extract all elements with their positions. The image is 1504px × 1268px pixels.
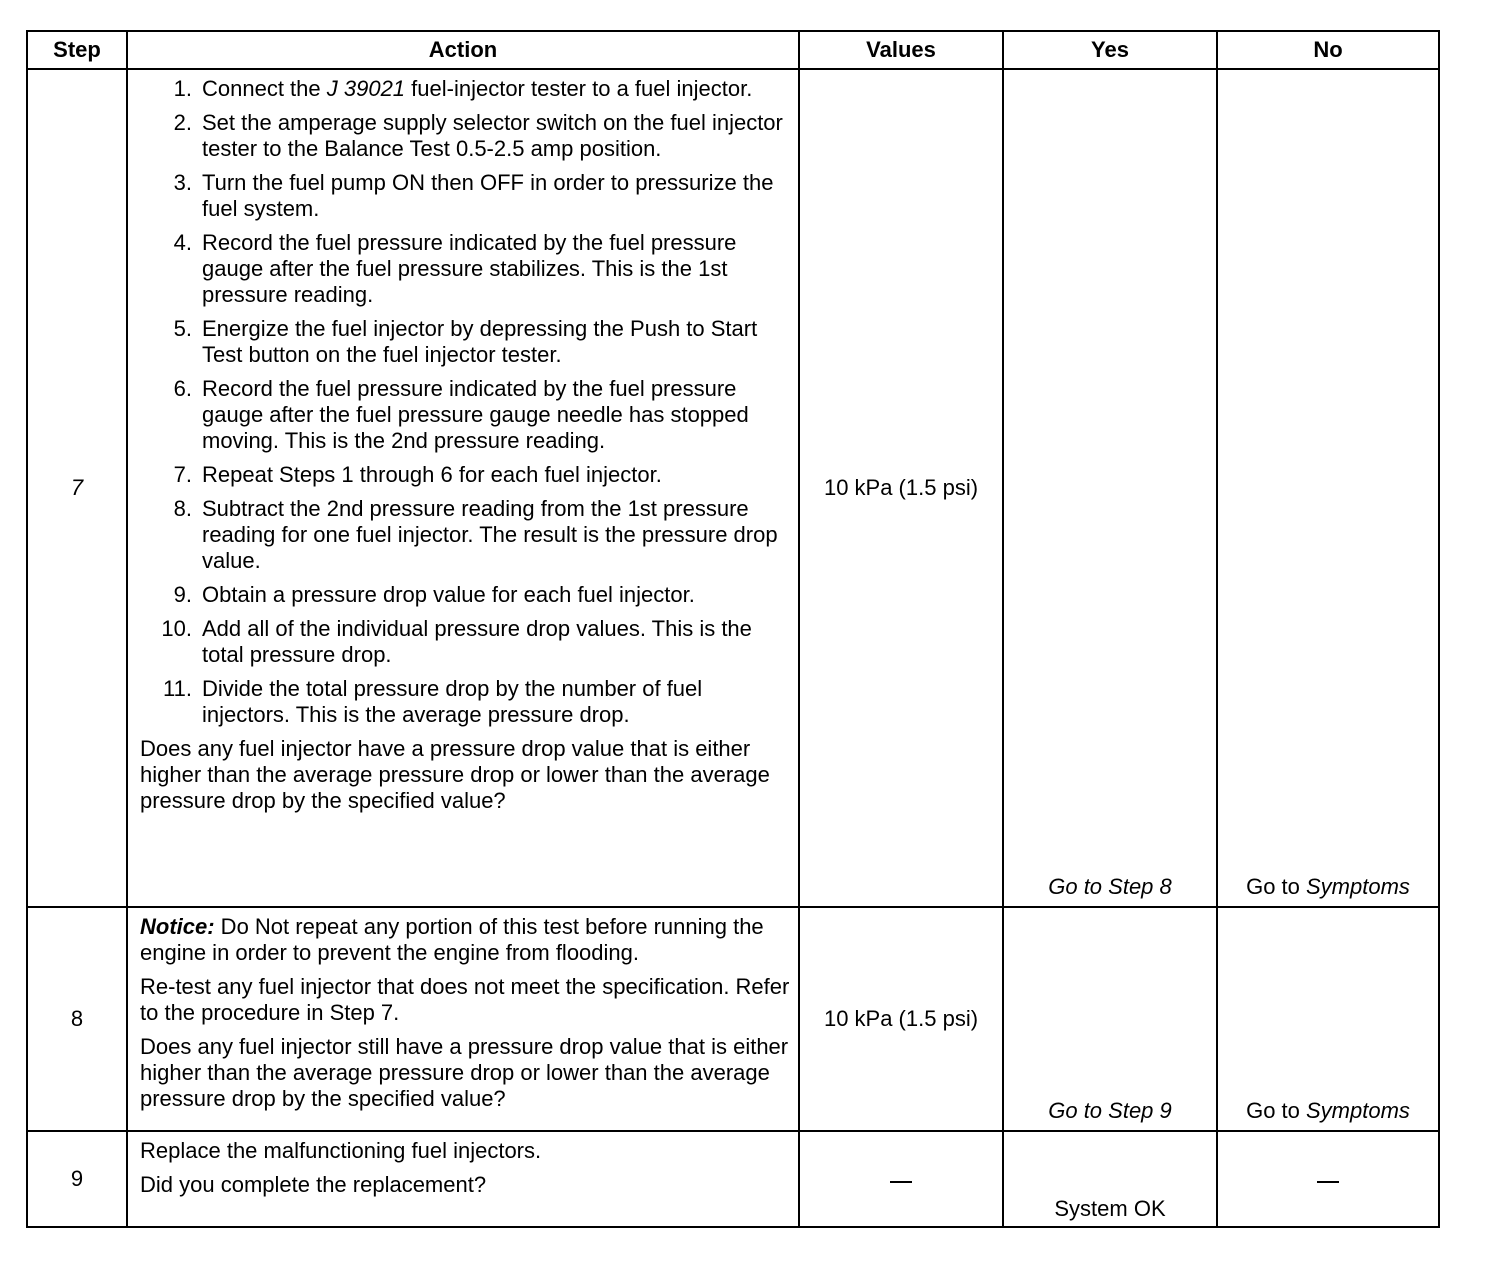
header-no: No (1217, 31, 1439, 69)
tool-reference: J 39021 (326, 76, 406, 101)
list-item-text: Turn the fuel pump ON then OFF in order to pressurize the fuel system. (202, 170, 774, 221)
list-item (140, 110, 790, 162)
diagnostic-table (26, 30, 1440, 1228)
yes-link[interactable]: Go to Step 8 (1003, 69, 1217, 907)
list-item-text: Divide the total pressure drop by the number of fuel injectors. This is the average pressure drop. (202, 676, 703, 727)
symptoms-link[interactable]: Symptoms (1306, 874, 1410, 899)
retest-paragraph: Re-test any fuel injector that does not meet the specification. Refer to the procedure in Step 7. (140, 974, 790, 1025)
step-number: 8 (27, 907, 127, 1131)
action-cell (127, 907, 799, 1131)
symptoms-link[interactable]: Symptoms (1306, 1098, 1410, 1123)
step-number: 7 (27, 69, 127, 907)
notice-label: Notice: (140, 914, 215, 939)
empty-dash (1317, 1181, 1339, 1183)
values-cell: 10 kPa (1.5 psi) (799, 907, 1003, 1131)
list-item-number: 9. (173, 582, 192, 607)
action-cell (127, 1131, 799, 1227)
list-item-number: 10. (161, 616, 192, 641)
values-cell: 10 kPa (1.5 psi) (799, 69, 1003, 907)
list-item-text: Connect the J 39021 fuel-injector tester to a fuel injector. (202, 76, 753, 101)
list-item-text: Repeat Steps 1 through 6 for each fuel injector. (202, 462, 662, 487)
list-item-number: 7. (173, 462, 192, 487)
list-item (140, 676, 790, 728)
list-item-text: Subtract the 2nd pressure reading from the 1st pressure reading for one fuel injector. The result is the pressure drop value. (202, 496, 778, 573)
yes-cell: System OK (1003, 1131, 1217, 1227)
notice-text: Do Not repeat any portion of this test before running the engine in order to prevent the engine from flooding. (140, 914, 764, 965)
list-item-text: Record the fuel pressure indicated by the fuel pressure gauge after the fuel pressure gauge needle has stopped moving. This is the 2nd pressure reading. (202, 376, 749, 453)
list-item-text: Obtain a pressure drop value for each fuel injector. (202, 582, 695, 607)
list-item-text: Energize the fuel injector by depressing the Push to Start Test button on the fuel injector tester. (202, 316, 758, 367)
question-text: Did you complete the replacement? (140, 1172, 487, 1197)
table-row-step-7 (27, 69, 1439, 907)
list-item (140, 376, 790, 454)
list-item-number: 1. (173, 76, 192, 101)
list-item-text: Record the fuel pressure indicated by the fuel pressure gauge after the fuel pressure stabilizes. This is the 1st pressure reading. (202, 230, 737, 307)
header-values: Values (799, 31, 1003, 69)
list-item-text: Add all of the individual pressure drop values. This is the total pressure drop. (202, 616, 752, 667)
header-yes: Yes (1003, 31, 1217, 69)
list-item-number: 5. (173, 316, 192, 341)
no-cell (1217, 1131, 1439, 1227)
list-item (140, 316, 790, 368)
header-row (27, 31, 1439, 69)
list-item-number: 6. (173, 376, 192, 401)
list-item (140, 582, 790, 608)
no-cell (1217, 907, 1439, 1131)
table-row-step-8 (27, 907, 1439, 1131)
action-text: Replace the malfunctioning fuel injectors. (140, 1138, 542, 1163)
empty-dash (890, 1181, 912, 1183)
action-cell (127, 69, 799, 907)
list-item (140, 496, 790, 574)
notice-paragraph (140, 914, 790, 966)
list-item-number: 2. (173, 110, 192, 135)
list-item (140, 462, 790, 488)
list-item (140, 230, 790, 308)
no-prefix: Go to (1246, 874, 1306, 899)
list-item (140, 170, 790, 222)
question-text: Does any fuel injector have a pressure drop value that is either higher than the average pressure drop or lower than the average pressure drop by the specified value? (140, 736, 770, 813)
yes-link[interactable]: Go to Step 9 (1003, 907, 1217, 1131)
header-action: Action (127, 31, 799, 69)
list-item-number: 3. (173, 170, 192, 195)
list-item-text: Set the amperage supply selector switch on the fuel injector tester to the Balance Test 0.5-2.5 amp position. (202, 110, 783, 161)
list-item (140, 76, 790, 102)
question-text: Does any fuel injector still have a pressure drop value that is either higher than the average pressure drop or lower than the average pressure drop by the specified value? (140, 1034, 789, 1111)
list-item (140, 616, 790, 668)
substep-list (140, 76, 790, 728)
no-prefix: Go to (1246, 1098, 1306, 1123)
header-step: Step (27, 31, 127, 69)
step-number: 9 (27, 1131, 127, 1227)
list-item-number: 4. (173, 230, 192, 255)
list-item-number: 11. (163, 676, 192, 701)
values-cell (799, 1131, 1003, 1227)
no-cell (1217, 69, 1439, 907)
table-row-step-9 (27, 1131, 1439, 1227)
list-item-number: 8. (173, 496, 192, 521)
